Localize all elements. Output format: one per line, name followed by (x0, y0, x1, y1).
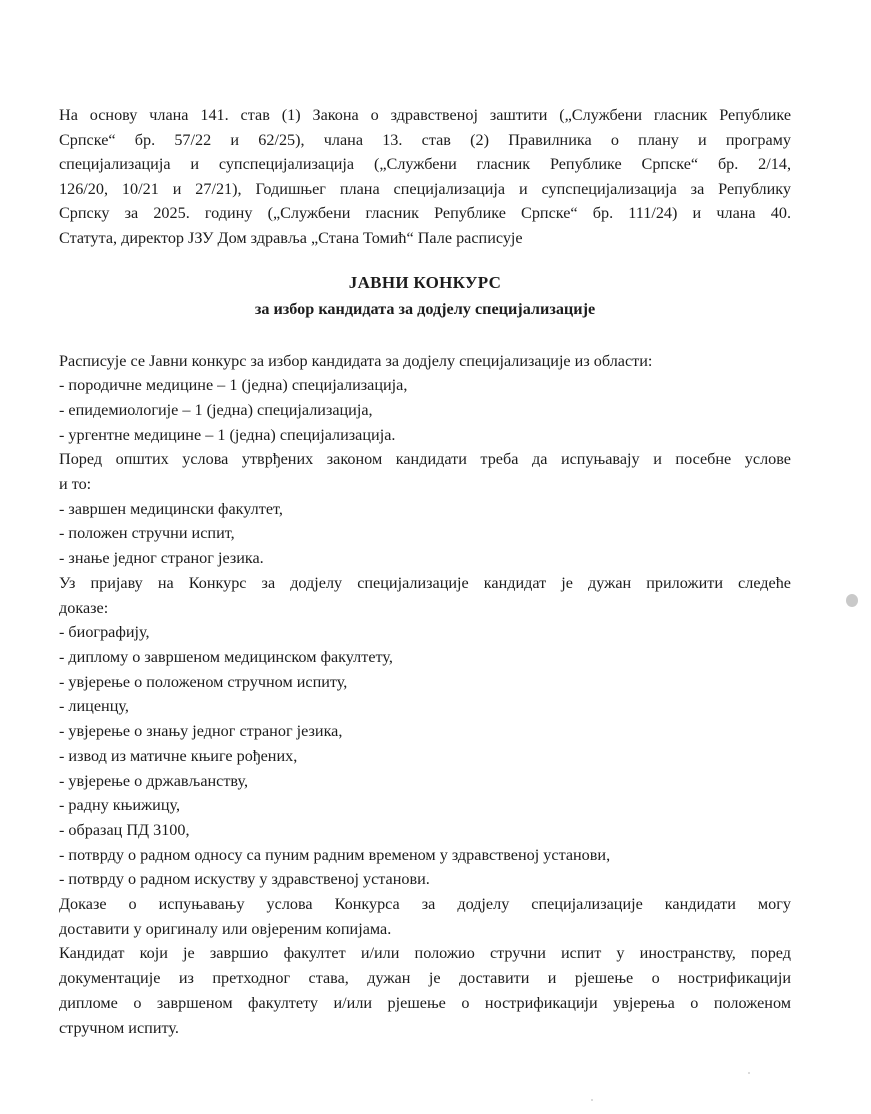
scan-speck (748, 1072, 750, 1074)
document-item: - увјерење о положеном стручном испиту, (59, 672, 348, 691)
scan-speck (591, 1099, 593, 1101)
foreign-note-line: документације из претходног става, дужан је доставити и рјешење о нострификацији (59, 969, 791, 988)
document-item: - биографију, (59, 623, 150, 642)
specialization-list (59, 373, 791, 447)
document-item: - диплому о завршеном медицинском факултету, (59, 648, 393, 666)
condition-item: - положен стручни испит, (59, 524, 235, 543)
conditions-intro-line: Поред општих услова утврђених законом кандидати треба да испуњавају и посебне услове (59, 450, 791, 469)
document-item: - радну књижицу, (59, 796, 181, 815)
document-item: - увјерење о знању једног страног језика, (59, 722, 343, 741)
conditions-intro-line: и то: (59, 475, 92, 494)
document-title: ЈАВНИ КОНКУРС (348, 272, 502, 292)
condition-item: - знање једног страног језика. (59, 549, 264, 568)
evidence-note-line: доставити у оригиналу или овјереним копијама. (59, 919, 392, 938)
documents-list (59, 620, 791, 892)
legal-basis-line: Српску за 2025. годину („Службени гласник Републике Српске“ бр. 111/24) и члана 40. (59, 204, 791, 223)
evidence-note-line: Доказе о испуњавању услова Конкурса за додјелу специјализације кандидати могу (59, 895, 791, 914)
conditions-list (59, 497, 791, 571)
specialization-item: - породичне медицине – 1 (једна) специјализација, (59, 376, 408, 395)
specialization-item: - епидемиологије – 1 (једна) специјализација, (59, 400, 373, 419)
document-item: - извод из матичне књиге рођених, (59, 746, 298, 765)
document-item: - лиценцу, (59, 697, 129, 716)
documents-intro-line: доказе: (59, 598, 109, 617)
document-body (59, 349, 791, 1041)
document-item: - потврду о радном искуству у здравственој установи. (59, 870, 430, 889)
announcement-text: Расписује се Јавни конкурс за избор кандидата за додјелу специјализације из области: (59, 351, 653, 370)
document-subtitle: за избор кандидата за додјелу специјализације (254, 299, 596, 318)
legal-basis-line: Статута, директор ЈЗУ Дом здравља „Стана Томић“ Пале расписује (59, 228, 523, 247)
legal-basis-line: Српске“ бр. 57/22 и 62/25), члана 13. став (2) Правилника о плану и програму (59, 130, 791, 149)
document-item: - увјерење о држављанству, (59, 771, 249, 790)
documents-intro-line: Уз пријаву на Конкурс за додјелу специјализације кандидат је дужан приложити следеће (59, 573, 791, 592)
document-page (59, 103, 791, 1040)
document-item: - потврду о радном односу са пуним радним временом у здравственој установи, (59, 845, 611, 864)
legal-basis-line: На основу члана 141. став (1) Закона о здравственој заштити („Службени гласник Републике (59, 106, 791, 124)
legal-basis-line: 126/20, 10/21 и 27/21), Годишњег плана специјализација и супспецијализација за Републику (59, 179, 791, 198)
condition-item: - завршен медицински факултет, (59, 499, 283, 518)
foreign-note-line: Кандидат који је завршио факултет и/или положио стручни испит у иностранству, поред (59, 944, 791, 963)
foreign-note-line: стручном испиту. (59, 1018, 179, 1037)
legal-basis-paragraph (59, 103, 791, 251)
document-item: - образац ПД 3100, (59, 820, 190, 839)
specialization-item: - ургентне медицине – 1 (једна) специјализација. (59, 425, 396, 444)
document-heading (59, 270, 791, 322)
foreign-note-line: дипломе о завршеном факултету и/или рјешење о нострификацији увјерења о положеном (59, 993, 791, 1012)
scan-mark (846, 594, 858, 607)
legal-basis-line: специјализација и супспецијализација („Службени гласник Републике Српске“ бр. 2/14, (59, 155, 791, 174)
